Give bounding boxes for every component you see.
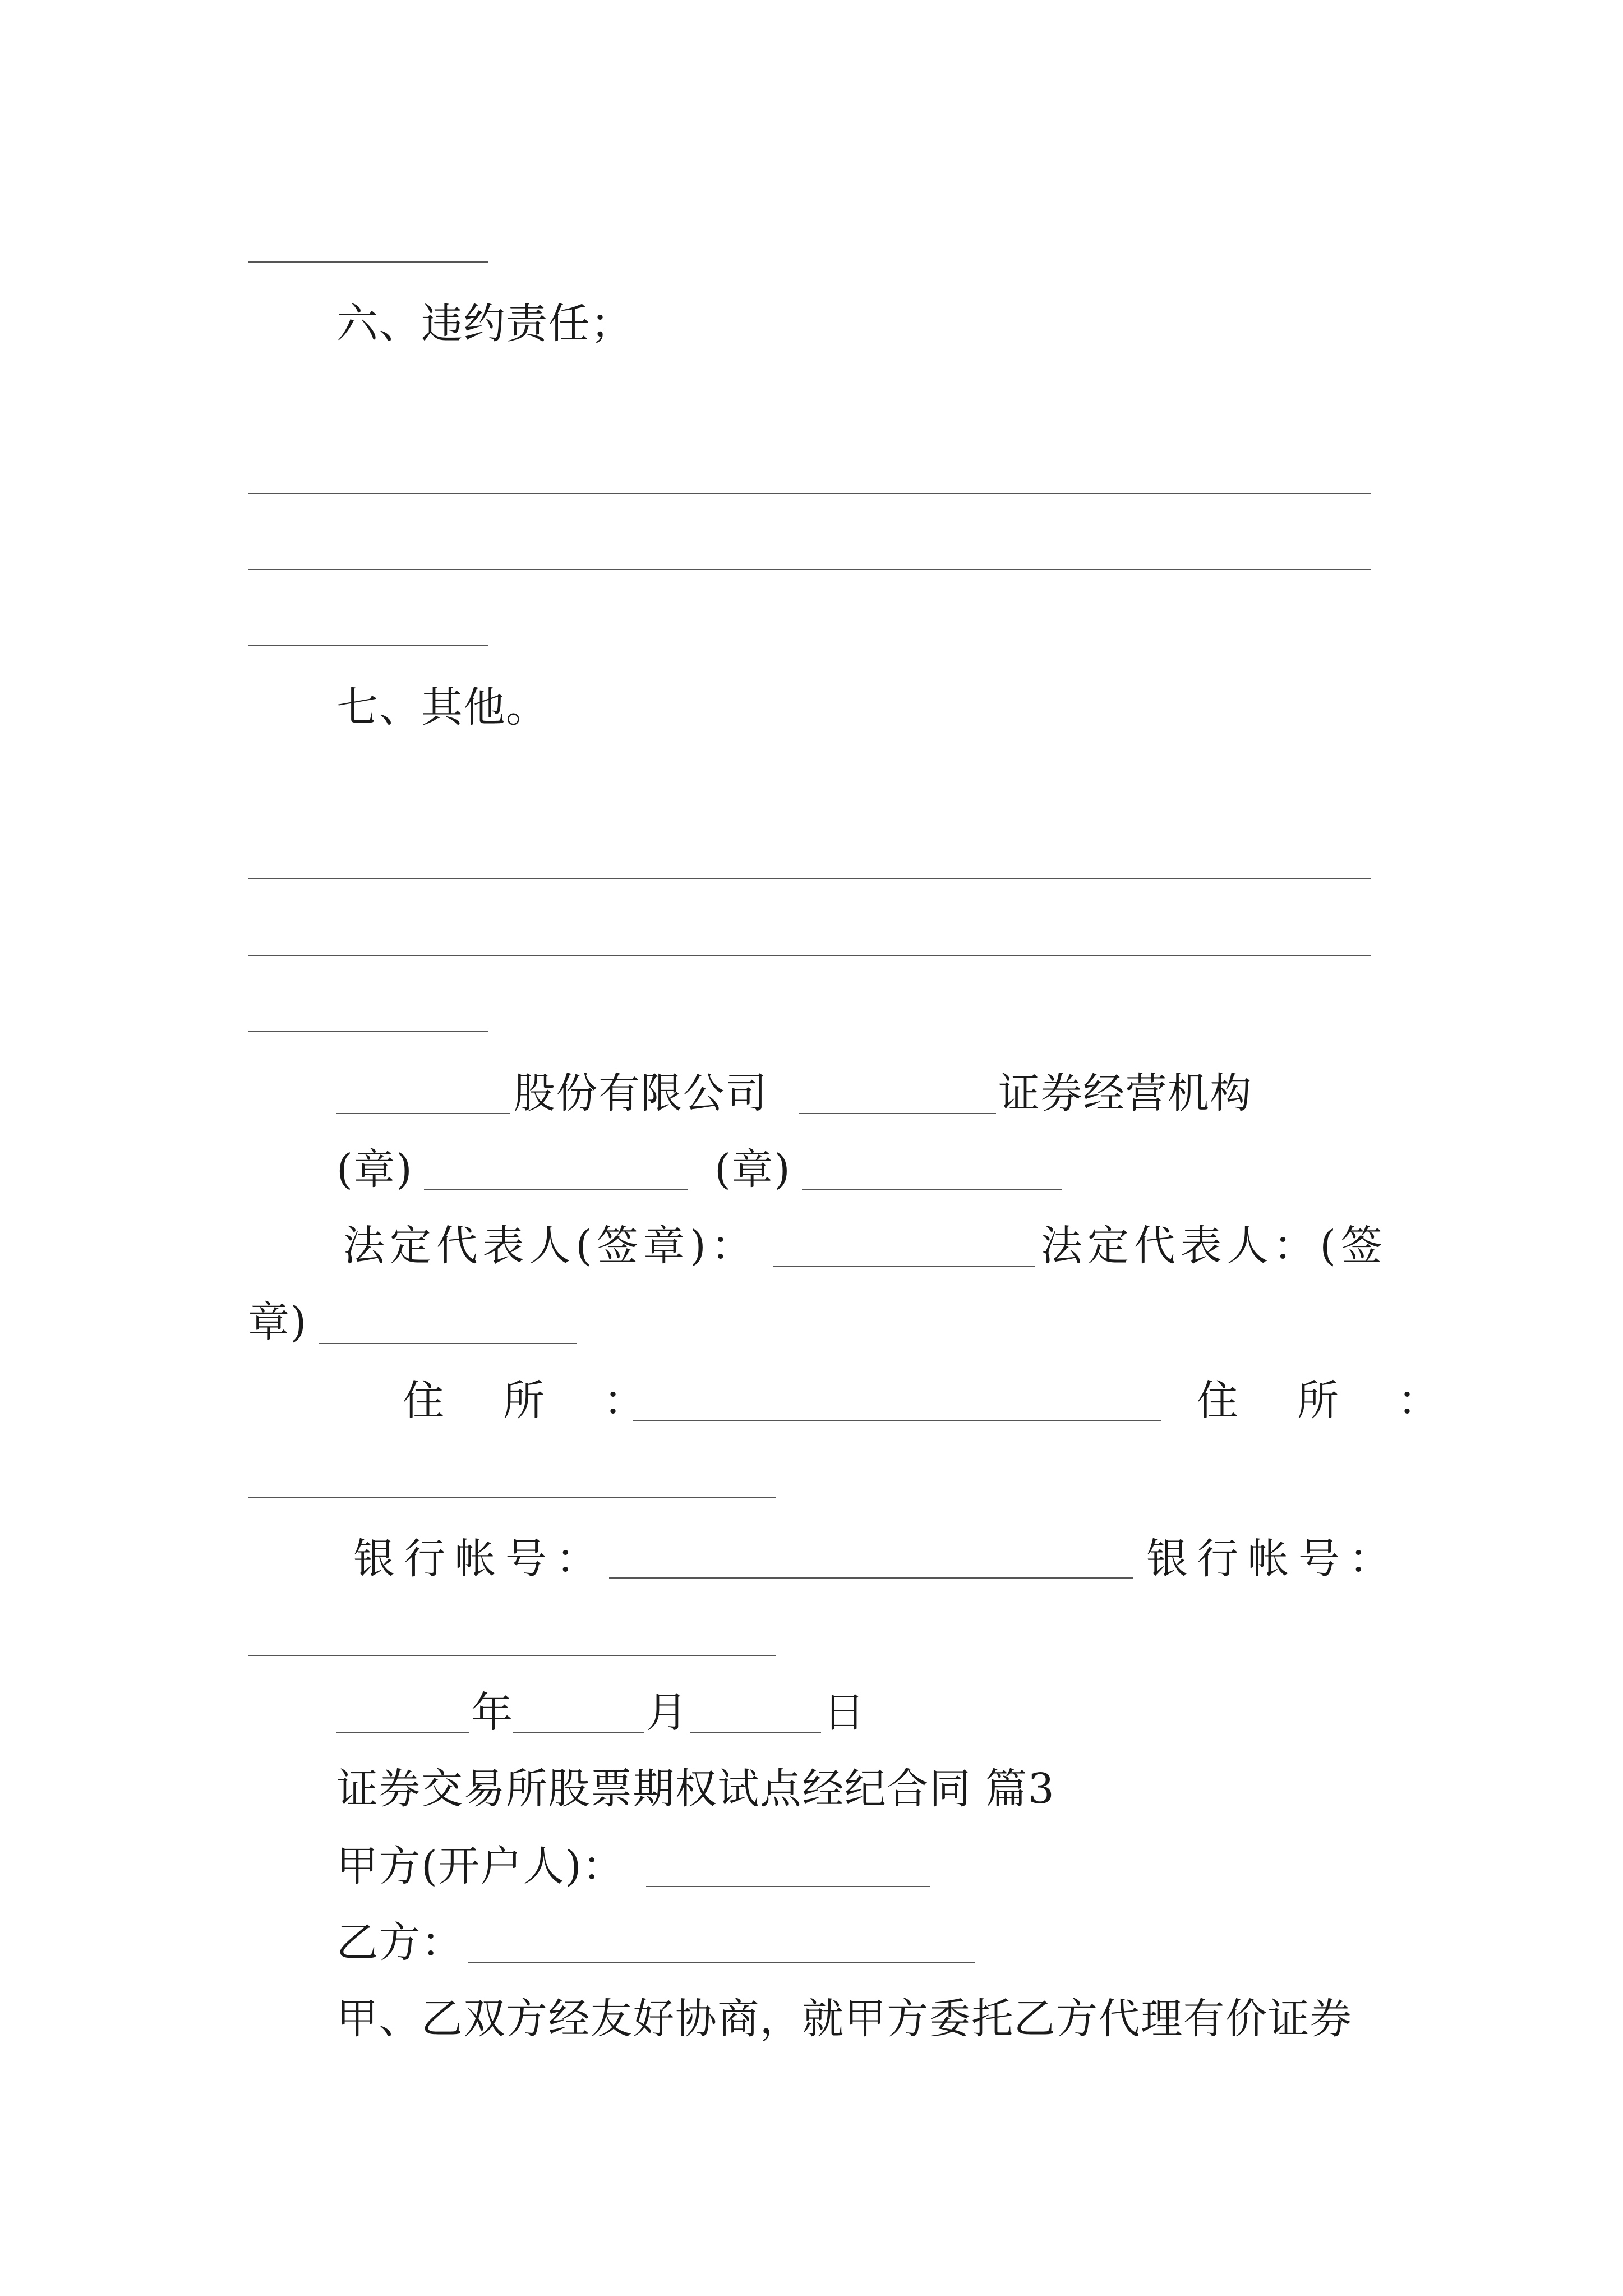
party-a-blank <box>646 1886 930 1887</box>
legal-rep-b-blank <box>319 1343 577 1344</box>
section-heading: 七、其他。 <box>336 683 548 731</box>
seal-b-blank <box>802 1189 1062 1190</box>
bank-b-blank <box>248 1655 776 1656</box>
fill-line <box>248 569 1371 570</box>
bank-b-label: 银行帐号： <box>1146 1535 1400 1583</box>
party-b-blank <box>468 1962 975 1963</box>
section-heading: 六、违约责任； <box>336 300 633 348</box>
company-a-blank <box>336 1113 510 1114</box>
seal-a-blank <box>424 1189 688 1190</box>
day-blank <box>690 1732 821 1733</box>
fill-line <box>248 878 1371 879</box>
legal-rep-b-label-cont: 章) <box>248 1298 307 1346</box>
month-blank <box>513 1732 644 1733</box>
fill-line <box>248 645 488 646</box>
contract-title: 证券交易所股票期权试点经纪合同 篇3 <box>336 1765 1055 1813</box>
address-b-label: 住 所 ： <box>1197 1377 1462 1425</box>
address-a-label: 住 所 ： <box>403 1377 668 1425</box>
legal-rep-b-label: 法定代表人：(签 <box>1041 1222 1387 1270</box>
legal-rep-a-label: 法定代表人(签章)： <box>343 1222 758 1270</box>
fill-line <box>248 1031 488 1032</box>
party-b-label: 乙方： <box>336 1918 464 1967</box>
legal-rep-a-blank <box>773 1266 1035 1267</box>
year-label: 年 <box>471 1688 514 1737</box>
address-b-blank <box>248 1497 776 1498</box>
fill-line <box>248 493 1371 494</box>
day-label: 日 <box>823 1688 866 1737</box>
bank-a-label: 银行帐号： <box>353 1535 607 1583</box>
fill-line <box>248 955 1371 956</box>
address-a-blank <box>633 1420 1161 1421</box>
month-label: 月 <box>646 1688 689 1737</box>
bank-a-blank <box>609 1577 1133 1579</box>
party-a-label: 甲方(开户人)： <box>336 1842 625 1890</box>
company-a-label: 股份有限公司 <box>514 1069 768 1117</box>
fill-line <box>248 261 488 263</box>
company-b-blank <box>799 1113 996 1114</box>
company-b-label: 证券经营机构 <box>998 1069 1252 1117</box>
seal-a-label: (章) <box>336 1145 413 1194</box>
intro-paragraph: 甲、乙双方经友好协商，就甲方委托乙方代理有价证券 <box>336 1995 1353 2043</box>
seal-b-label: (章) <box>714 1145 791 1194</box>
year-blank <box>336 1732 469 1733</box>
